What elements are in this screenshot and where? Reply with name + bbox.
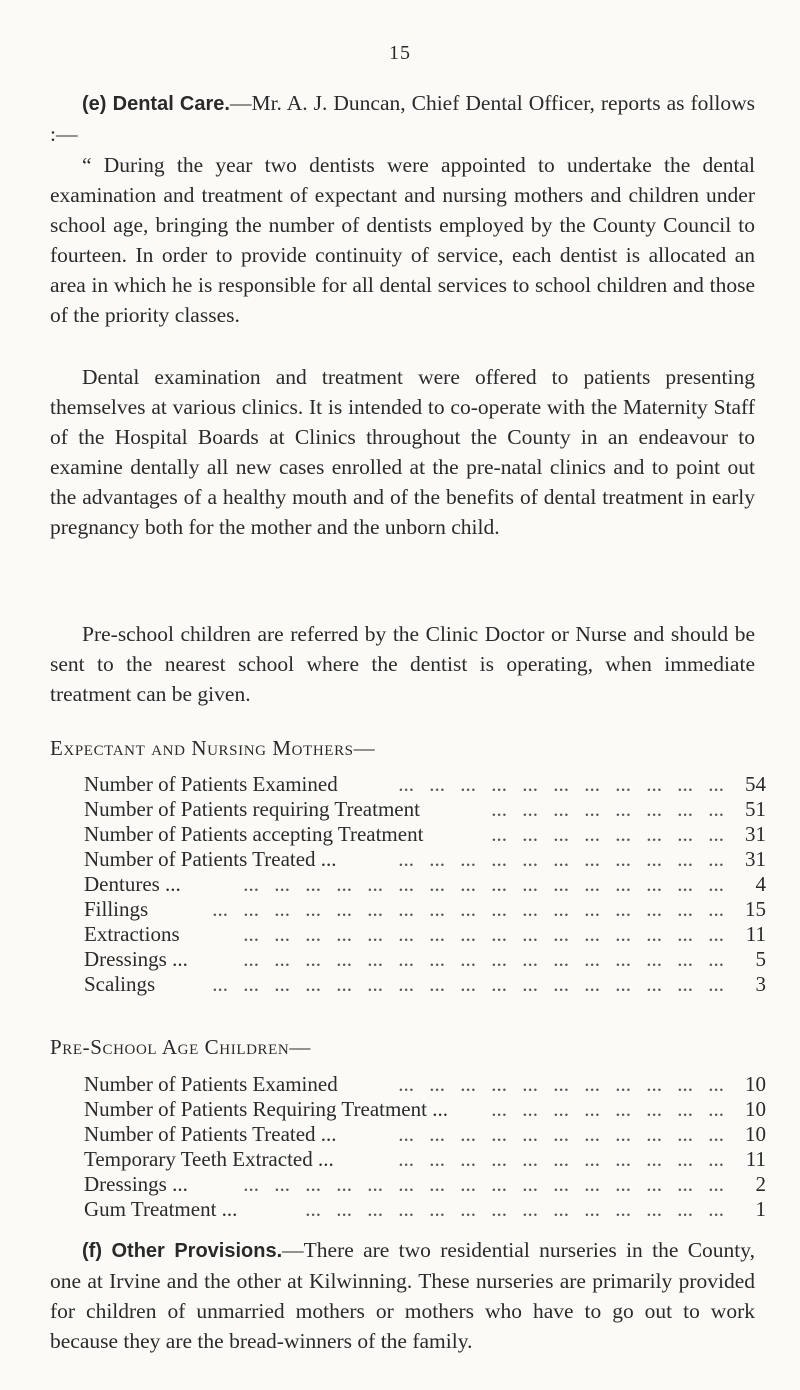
dot-leader: ... ... ... ... ... ... ... ... ... ... ... ... ... ... ... ... <box>243 947 724 971</box>
dot-leader: ... ... ... ... ... ... ... ... ... ... ... ... ... ... ... ... <box>243 922 724 946</box>
dot-leader: ... ... ... ... ... ... ... ... ... ... ... <box>398 847 724 871</box>
other-provisions-text: —There are two residential nurseries in the County, one at Irvine and the other at Kilwinning. These nurseries are primarily provided for children of unmarried mothers or mothers who have to go out to work because they are the bread-winners of the family. <box>50 1238 755 1353</box>
dental-care-intro-text: —Mr. A. J. Duncan, Chief Dental Officer, reports as follows :— <box>50 91 755 146</box>
expectant-mothers-title: Expectant and Nursing Mothers— <box>50 736 376 760</box>
stat-label: Temporary Teeth Extracted ... <box>84 1147 334 1171</box>
stat-value: 10 <box>745 1072 766 1096</box>
dot-leader: ... ... ... ... ... ... ... ... <box>491 822 724 846</box>
stat-row <box>84 847 766 872</box>
dot-leader: ... ... ... ... ... ... ... ... ... ... ... ... ... ... ... ... <box>243 872 724 896</box>
dental-care-heading: (e) Dental Care. <box>82 93 230 115</box>
stat-label: Number of Patients Treated ... <box>84 847 337 871</box>
pre-school-table <box>84 1072 766 1222</box>
dot-leader: ... ... ... ... ... ... ... ... ... ... ... ... ... ... ... ... <box>243 1172 724 1196</box>
dental-care-intro <box>50 88 755 149</box>
page-number: 15 <box>389 42 411 64</box>
stat-row <box>84 922 766 947</box>
stat-label: Number of Patients requiring Treatment <box>84 797 420 821</box>
other-provisions-heading: (f) Other Provisions. <box>82 1240 283 1262</box>
dental-paragraph-3: Pre-school children are referred by the Clinic Doctor or Nurse and should be sent to the nearest school where the dentist is operating, when immediate treatment can be given. <box>50 622 755 706</box>
stat-value: 11 <box>745 922 766 946</box>
stat-value: 1 <box>755 1197 766 1221</box>
stat-row <box>84 872 766 897</box>
stat-label: Scalings <box>84 972 156 996</box>
dot-leader: ... ... ... ... ... ... ... ... <box>491 797 724 821</box>
stat-value: 5 <box>755 947 766 971</box>
other-provisions <box>50 1235 755 1356</box>
dot-leader: ... ... ... ... ... ... ... ... ... ... ... <box>398 1147 724 1171</box>
stat-value: 51 <box>745 797 766 821</box>
stat-value: 15 <box>745 897 766 921</box>
stat-value: 54 <box>745 772 766 796</box>
stat-value: 10 <box>745 1097 766 1121</box>
dot-leader: ... ... ... ... ... ... ... ... ... ... ... ... ... ... ... ... ... <box>212 897 724 921</box>
stat-row <box>84 947 766 972</box>
stat-value: 11 <box>745 1147 766 1171</box>
stat-label: Number of Patients Requiring Treatment ... <box>84 1097 448 1121</box>
dot-leader: ... ... ... ... ... ... ... ... <box>491 1097 724 1121</box>
dot-leader: ... ... ... ... ... ... ... ... ... ... ... ... ... ... <box>305 1197 724 1221</box>
stat-row <box>84 897 766 922</box>
stat-row <box>84 1122 766 1147</box>
stat-value: 31 <box>745 822 766 846</box>
stat-row <box>84 822 766 847</box>
stat-row <box>84 1172 766 1197</box>
stat-value: 3 <box>755 972 766 996</box>
stat-label: Dentures ... <box>84 872 181 896</box>
stat-label: Extractions <box>84 922 180 946</box>
stat-label: Number of Patients Examined <box>84 1072 338 1096</box>
stat-label: Fillings <box>84 897 149 921</box>
stat-row <box>84 1197 766 1222</box>
dental-paragraph-2: Dental examination and treatment were offered to patients presenting themselves at various clinics. It is intended to co-operate with the Maternity Staff of the Hospital Boards at Clinics throughout the County in an endeavour to examine dentally all new cases enrolled at the pre-natal clinics and to point out the advantages of a healthy mouth and of the benefits of dental treatment in early pregnancy both for the mother and the unborn child. <box>50 365 755 539</box>
stat-row <box>84 1072 766 1097</box>
pre-school-title: Pre-School Age Children— <box>50 1035 311 1059</box>
stat-value: 31 <box>745 847 766 871</box>
dental-paragraph-1: “ During the year two dentists were appointed to undertake the dental examination and treatment of expectant and nursing mothers and children under school age, bringing the number of dentists employed by the County Council to fourteen. In order to provide continuity of service, each dentist is allocated an area in which he is responsible for all dental services to school children and those of the priority classes. <box>50 153 755 327</box>
stat-label: Number of Patients Examined <box>84 772 338 796</box>
stat-row <box>84 797 766 822</box>
stat-label: Gum Treatment ... <box>84 1197 238 1221</box>
stat-label: Dressings ... <box>84 947 188 971</box>
dot-leader: ... ... ... ... ... ... ... ... ... ... ... <box>398 1072 724 1096</box>
dot-leader: ... ... ... ... ... ... ... ... ... ... ... ... ... ... ... ... ... <box>212 972 724 996</box>
expectant-mothers-table <box>84 772 766 997</box>
stat-row <box>84 1147 766 1172</box>
stat-label: Number of Patients accepting Treatment <box>84 822 424 846</box>
dot-leader: ... ... ... ... ... ... ... ... ... ... ... <box>398 772 724 796</box>
stat-label: Dressings ... <box>84 1172 188 1196</box>
dot-leader: ... ... ... ... ... ... ... ... ... ... ... <box>398 1122 724 1146</box>
stat-value: 2 <box>755 1172 766 1196</box>
stat-row <box>84 972 766 997</box>
stat-label: Number of Patients Treated ... <box>84 1122 337 1146</box>
stat-value: 10 <box>745 1122 766 1146</box>
stat-row <box>84 772 766 797</box>
stat-row <box>84 1097 766 1122</box>
stat-value: 4 <box>755 872 766 896</box>
